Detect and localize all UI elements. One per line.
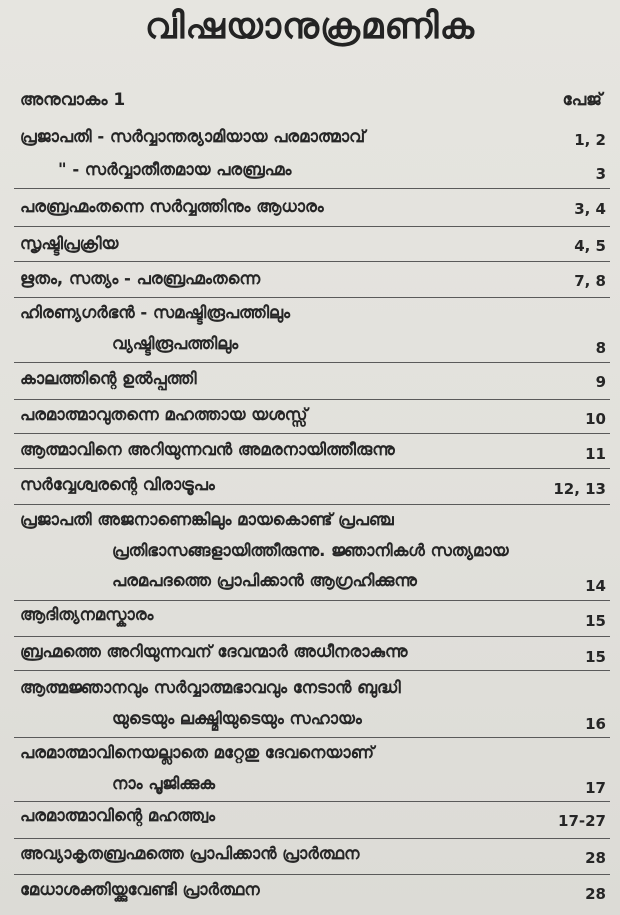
toc-entry-title-continued: യുടെയും ലക്ഷ്മിയുടെയും സഹായം bbox=[112, 709, 362, 728]
toc-entry-title-continued: പരമപദത്തെ പ്രാപിക്കാൻ ആഗ്രഹിക്കുന്നു bbox=[112, 571, 417, 590]
toc-entry-page: 3 bbox=[595, 165, 606, 183]
toc-entry-title: പ്രജാപതി - സർവ്വാന്തര്യാമിയായ പരമാത്മാവ് bbox=[20, 127, 366, 146]
divider bbox=[14, 838, 610, 839]
toc-entry-title: പരമാത്മാവിനെയല്ലാതെ മറ്റേതു ദേവനെയാണ് bbox=[20, 743, 374, 762]
toc-entry-title-continued: നാം പൂജിക്കുക bbox=[112, 774, 216, 793]
toc-entry-page: 11 bbox=[585, 445, 606, 463]
toc-entry-page: 17-27 bbox=[558, 812, 606, 830]
toc-entry-title: പരബ്രഹ്മംതന്നെ സർവ്വത്തിനും ആധാരം bbox=[20, 197, 324, 216]
toc-entry-page: 8 bbox=[595, 339, 606, 357]
toc-entry-title: പരമാത്മാവിന്റെ മഹത്ത്വം bbox=[20, 806, 215, 825]
divider bbox=[14, 188, 610, 189]
toc-entry-page: 3, 4 bbox=[574, 200, 606, 218]
divider bbox=[14, 874, 610, 875]
toc-entry-title-continued: പ്രതിഭാസങ്ങളായിത്തീരുന്നു. ജ്ഞാനികൾ സത്യമായ bbox=[112, 541, 509, 560]
toc-entry-title-continued: വ്യഷ്ടിരൂപത്തിലും bbox=[112, 334, 239, 353]
divider bbox=[14, 261, 610, 262]
toc-entry-page: 17 bbox=[585, 779, 606, 797]
toc-entry-title: സർവ്വേശ്വരന്റെ വിരാട്രൂപം bbox=[20, 475, 215, 494]
toc-entry-title: ആത്മാവിനെ അറിയുന്നവൻ അമരനായിത്തീരുന്നു bbox=[20, 440, 395, 459]
toc-entry-title: ഹിരണ്യഗർഭൻ - സമഷ്ടിരൂപത്തിലും bbox=[20, 303, 291, 322]
divider bbox=[14, 399, 610, 400]
toc-entry-page: 4, 5 bbox=[574, 237, 606, 255]
toc-entry-title: ബ്രഹ്മത്തെ അറിയുന്നവന് ദേവന്മാർ അധീനരാകുന്നു bbox=[20, 642, 408, 661]
divider bbox=[14, 226, 610, 227]
divider bbox=[14, 297, 610, 298]
divider bbox=[14, 636, 610, 637]
divider bbox=[14, 600, 610, 601]
page-column-label: പേജ് bbox=[562, 90, 602, 110]
toc-entry-title: പരമാത്മാവുതന്നെ മഹത്തായ യശസ്സ് bbox=[20, 405, 308, 424]
divider bbox=[14, 737, 610, 738]
toc-entry-page: 28 bbox=[585, 849, 606, 867]
toc-entry-page: 9 bbox=[595, 373, 606, 391]
toc-entry-page: 15 bbox=[585, 648, 606, 666]
toc-entry-page: 7, 8 bbox=[574, 272, 606, 290]
toc-entry-page: 16 bbox=[585, 715, 606, 733]
toc-entry-page: 28 bbox=[585, 885, 606, 903]
toc-entry-title: ആത്മജ്ഞാനവും സർവ്വാത്മഭാവവും നേടാൻ ബുദ്ധി bbox=[20, 678, 401, 697]
toc-entry-title: " - സർവ്വാതീതമായ പരബ്രഹ്മം bbox=[58, 160, 292, 179]
toc-entry-title: അവ്യാകൃതബ്രഹ്മത്തെ പ്രാപിക്കാൻ പ്രാർത്ഥന bbox=[20, 844, 360, 863]
section-label: അനുവാകം 1 bbox=[20, 90, 126, 110]
divider bbox=[14, 362, 610, 363]
toc-entry-title: ഋതം, സത്യം - പരബ്രഹ്മംതന്നെ bbox=[20, 269, 261, 288]
divider bbox=[14, 504, 610, 505]
toc-entry-title: ആദിത്യനമസ്കാരം bbox=[20, 605, 154, 624]
divider bbox=[14, 433, 610, 434]
toc-entry-page: 14 bbox=[585, 577, 606, 595]
toc-entry-page: 12, 13 bbox=[553, 480, 606, 498]
toc-entry-page: 15 bbox=[585, 612, 606, 630]
divider bbox=[14, 468, 610, 469]
toc-entry-title: മേധാശക്തിയ്ക്കുവേണ്ടി പ്രാർത്ഥന bbox=[20, 880, 260, 899]
toc-entry-page: 10 bbox=[585, 410, 606, 428]
toc-entry-title: കാലത്തിന്റെ ഉൽപ്പത്തി bbox=[20, 369, 197, 388]
toc-entry-title: സൃഷ്ടിപ്രക്രിയ bbox=[20, 234, 119, 253]
page-title: വിഷയാനുക്രമണിക bbox=[145, 6, 475, 47]
toc-entry-title: പ്രജാപതി അജനാണെങ്കിലും മായകൊണ്ട് പ്രപഞ്ച bbox=[20, 510, 394, 529]
divider bbox=[14, 801, 610, 802]
divider bbox=[14, 670, 610, 671]
toc-entry-page: 1, 2 bbox=[574, 131, 606, 149]
